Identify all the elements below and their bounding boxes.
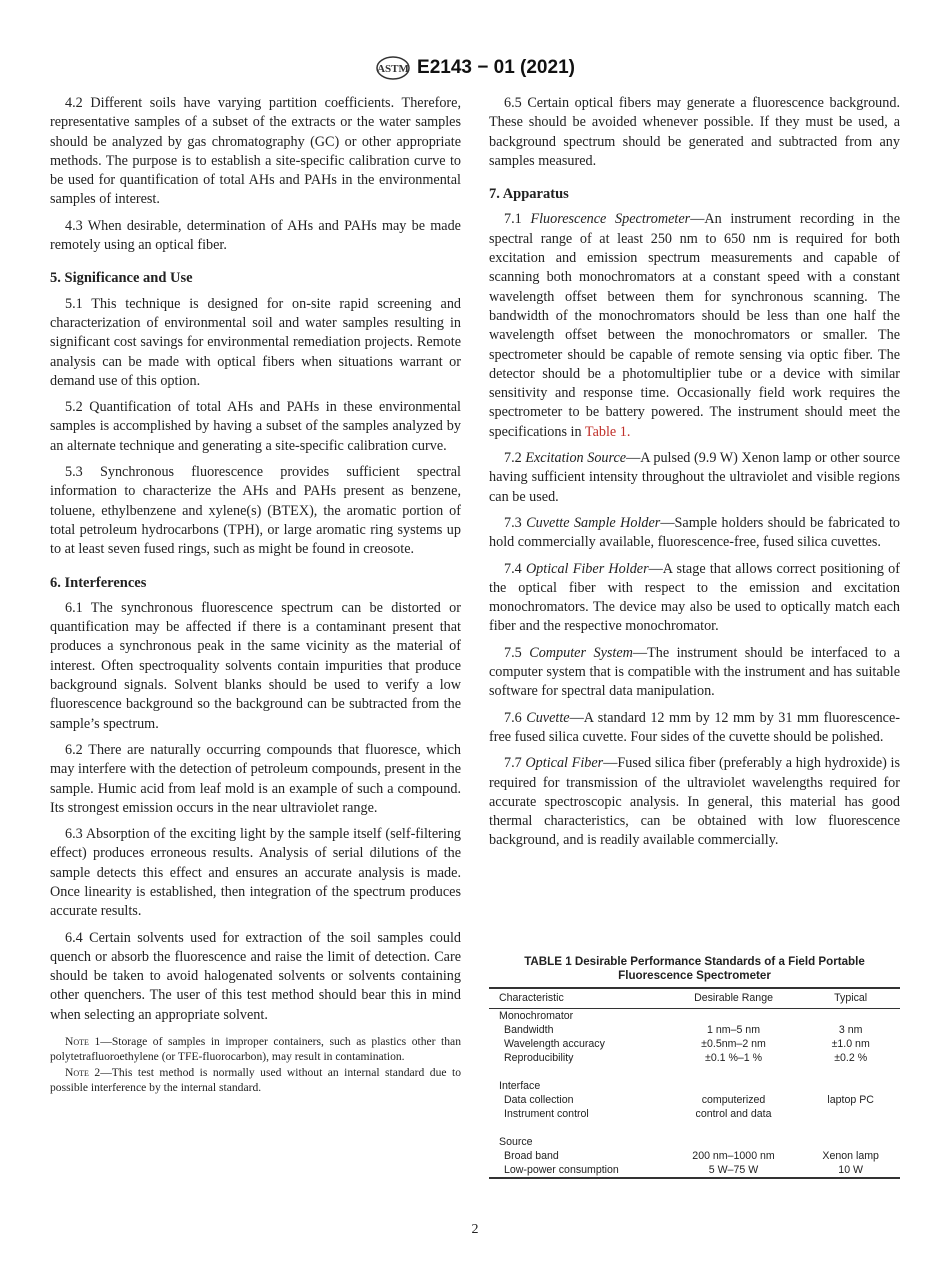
paragraph [489,560,900,637]
table-cell: 3 nm [838,1024,863,1036]
paragraph [489,94,900,171]
paragraph-number: 6.3 [65,826,83,843]
paragraph-text: —Sample holders should be fabricated to hold commercially available, fluorescence-free, fused silica cuvettes. [489,514,901,551]
note-text: —This test method is normally used without an internal standard due to possible interference by the internal standard. [50,1066,461,1094]
table-cell: ±0.1 %–1 % [705,1052,763,1064]
paragraph [50,825,461,921]
paragraph [489,514,900,553]
paragraph [50,741,461,818]
paragraph-number: 6.1 [65,599,83,616]
svg-text:ASTM: ASTM [377,63,409,75]
table-row [489,1149,900,1163]
table-cell [666,1079,802,1093]
table-row [489,1023,900,1037]
table-cell: Data collection [504,1094,574,1106]
table-cell [489,1121,666,1135]
paragraph [489,210,900,442]
paragraph-number: 7.4 [504,560,522,577]
left-column [50,94,461,1095]
section-heading: 6. Interferences [50,574,147,591]
table-cell: Low-power consumption [504,1164,619,1176]
paragraph-text: —The instrument should be interfaced to a computer system that is compatible with the instrument and has suitable software for spectral data manipulation. [489,644,901,700]
paragraph [50,295,461,391]
paragraph-title: Computer System [529,644,633,661]
note-label: Note 2 [65,1066,101,1080]
table-cell [666,1065,802,1079]
paragraph-text: Certain solvents used for extraction of the soil samples could quench or absorb the fluorescence and raise the limit of detection. Care should be taken to avoid halogenated solvents or solvents containing other quenchers. The user of this test method should bear this in mind when selecting an appropriate solvent. [50,929,461,1023]
table-row [489,1135,900,1149]
spec-table [489,987,900,1179]
table-cell [666,1121,802,1135]
table-row [489,1163,900,1178]
paragraph-number: 7.5 [504,644,522,661]
table-cell: ±0.2 % [834,1052,868,1064]
table-header-row [489,988,900,1009]
note [50,1035,461,1064]
paragraph-number: 6.4 [65,929,83,946]
table-row [489,1107,900,1121]
table-cell: computerized [701,1094,766,1106]
paragraph-number: 7.2 [504,450,522,467]
note-text: —Storage of samples in improper containers, such as plastics other than polytetrafluoroethylene (or TFE-fluorocarbon), may result in contamination. [50,1035,461,1063]
paragraph-text: Absorption of the exciting light by the sample itself (self-filtering effect) produces erroneous results. Analysis of serial dilutions of the sample detects this effect and ensures an accurate analysis is made. Once linearity is established, then integration of the spectrum produces accurate results. [50,826,462,920]
paragraph-text: Quantification of total AHs and PAHs in these environmental samples is accomplished by having a subset of the samples analyzed by an alternate technique and generating a site-specific calibration curve. [50,399,461,454]
table-row [489,1009,900,1024]
table-cell: ±0.5nm–2 nm [701,1038,766,1050]
table-row [489,1093,900,1107]
paragraph-title: Cuvette Sample Holder [526,514,661,531]
paragraph [50,217,461,256]
paragraph-text: When desirable, determination of AHs and PAHs may be made remotely using an optical fiber. [50,217,461,254]
paragraph-text: Synchronous fluorescence provides sufficient spectral information to characterize the AHs and PAHs present as benzene, toluene, ethylbenzene and xylene(s) (BTEX), the aromatic portion of total petroleum hydrocarbons (TPH), or large aromatic ring systems up to at least seven fused rings, such as might be found in creosote. [50,464,461,558]
paragraph-text: There are naturally occurring compounds that fluoresce, which may interfere with the detection of petroleum compounds, present in the sample. Humic acid from leaf mold is an example of such a compound. Its strongest emission occurs in the near ultraviolet range. [50,741,461,816]
paragraph-text: —A stage that allows correct positioning of the optical fiber with respect to the emission and excitation monochromators. The device may also be used to optically match each fiber and the respective monochromator. [489,560,900,635]
paragraph-number: 4.3 [65,217,83,234]
table-cell [801,1065,900,1079]
paragraph-number: 5.3 [65,464,83,481]
table-cell: 5 W–75 W [708,1164,759,1176]
paragraph-number: 7.3 [504,514,522,531]
table-row [489,1121,900,1135]
table-cell [801,1009,900,1024]
table-cell [801,1135,900,1149]
table-cell: Reproducibility [504,1052,574,1064]
note-label: Note 1 [65,1035,101,1049]
table-cell: Instrument control [504,1108,589,1120]
table-1 [489,955,900,1179]
paragraph [489,754,900,850]
table-cell: Source [499,1136,533,1148]
table-row [489,1037,900,1051]
col-header: Typical [834,992,868,1004]
table-row [489,1051,900,1065]
table-cell: Interface [499,1080,541,1092]
paragraph [489,709,900,748]
paragraph-title: Excitation Source [525,450,627,467]
paragraph-text: —A pulsed (9.9 W) Xenon lamp or other source having sufficient intensity throughout the ultraviolet and visible regions can be used. [489,450,901,505]
paragraph-number: 5.1 [65,295,83,312]
paragraph-text: Different soils have varying partition coefficients. Therefore, representative samples of a subset of the extracts or the water samples should be analyzed by gas chromatography (GC) or other appropriate methods. The purpose is to establish a site-specific calibration curve to be used for quantification of total AHs and PAHs in the environmental samples of interest. [50,95,461,208]
note [50,1066,461,1095]
table-cell [666,1135,802,1149]
paragraph-number: 7.7 [504,755,522,772]
table-cell: Wavelength accuracy [504,1038,605,1050]
paragraph-text: Certain optical fibers may generate a fluorescence background. These should be avoided whenever possible. If they must be used, a background spectrum should be generated and subtracted from any samples measured. [489,95,900,169]
paragraph-title: Cuvette [526,709,570,726]
paragraph-text: This technique is designed for on-site rapid screening and characterization of environmental soil and water samples resulting in significant cost savings for environmental remediation projects. Remote analysis can be made with optical fibers when situations warrant or demand use of this option. [50,295,462,389]
table-cell: Broad band [504,1150,559,1162]
paragraph-number: 5.2 [65,399,83,416]
paragraph-text: The synchronous fluorescence spectrum can be distorted or quantification may be affected if there is a contaminant present that produces a synchronous peak in the same vicinity as the material of interest. Often spectroquality solvents contain impurities that produce background signals. Solvent blanks should be used to verify a low fluorescence background so the background can be subtracted from the sample’s spectrum. [50,599,461,732]
section-heading: 5. Significance and Use [50,270,193,287]
table-cell [801,1121,900,1135]
table-row [489,1065,900,1079]
paragraph-number: 6.5 [504,95,522,111]
table-row [489,1079,900,1093]
paragraph-number: 6.2 [65,741,83,758]
astm-logo [375,55,411,81]
table-cell: ±1.0 nm [831,1038,870,1050]
page-number: 2 [471,1222,479,1237]
table-cell: control and data [695,1108,772,1120]
paragraph [50,599,461,734]
table-cell: 1 nm–5 nm [707,1024,761,1036]
table-cell [489,1065,666,1079]
paragraph-number: 7.1 [504,211,522,228]
paragraph [50,929,461,1025]
col-header: Desirable Range [694,992,773,1004]
page-header [0,55,950,81]
paragraph-title: Fluorescence Spectrometer [530,211,691,228]
paragraph [489,449,900,507]
table-cell: Bandwidth [504,1024,554,1036]
paragraph [489,644,900,702]
designation: E2143 − 01 (2021) [417,57,575,79]
table-cell: 10 W [838,1164,864,1176]
paragraph-title: Optical Fiber Holder [525,560,649,577]
paragraph-number: 7.6 [504,709,522,726]
paragraph-number: 4.2 [65,95,83,111]
table-link[interactable]: Table 1. [584,423,631,440]
paragraph [50,463,461,559]
table-cell [801,1079,900,1093]
paragraph [50,94,461,210]
paragraph-text: —A standard 12 mm by 12 mm by 31 mm fluorescence-free fused silica cuvette. Four sides of the cuvette should be polished. [489,709,900,745]
section-heading: 7. Apparatus [489,186,569,203]
paragraph-text: —Fused silica fiber (preferably a high hydroxide) is required for transmission of the ultraviolet wavelengths required for accurate spectroscopic analysis. In general, this material has good thermal characteristics, can be obtained with low fluorescence background, and is readily available commercially. [489,755,901,849]
right-column [489,94,900,858]
table-cell: Xenon lamp [822,1150,879,1162]
table-cell [801,1107,900,1121]
paragraph [50,398,461,456]
table-cell: laptop PC [827,1094,874,1106]
paragraph-text: —An instrument recording in the spectral range of at least 250 nm to 650 nm is required for both excitation and emission spectrum measurements and capable of scanning both monochromators at a constant speed with a constant wavelength offset between them for synchronous scanning. The bandwidth of the monochromators should be less than one half the wavelength offset between the monochromators or smaller. The spectrometer should be capable of remote sensing via optic fiber. The detector should be a photomultiplier tube or a device with similar sensitivity and response time. Occasionally field work requires the spectrometer to be battery powered. The instrument should meet the specifications in [489,211,900,440]
table-cell: Monochromator [499,1010,574,1022]
paragraph-title: Optical Fiber [525,755,604,772]
col-header: Characteristic [499,992,564,1004]
table-cell [666,1009,802,1024]
table-cell: 200 nm–1000 nm [692,1150,775,1162]
table-title: TABLE 1 Desirable Performance Standards of a Field Portable Fluorescence Spectrometer [524,955,865,982]
